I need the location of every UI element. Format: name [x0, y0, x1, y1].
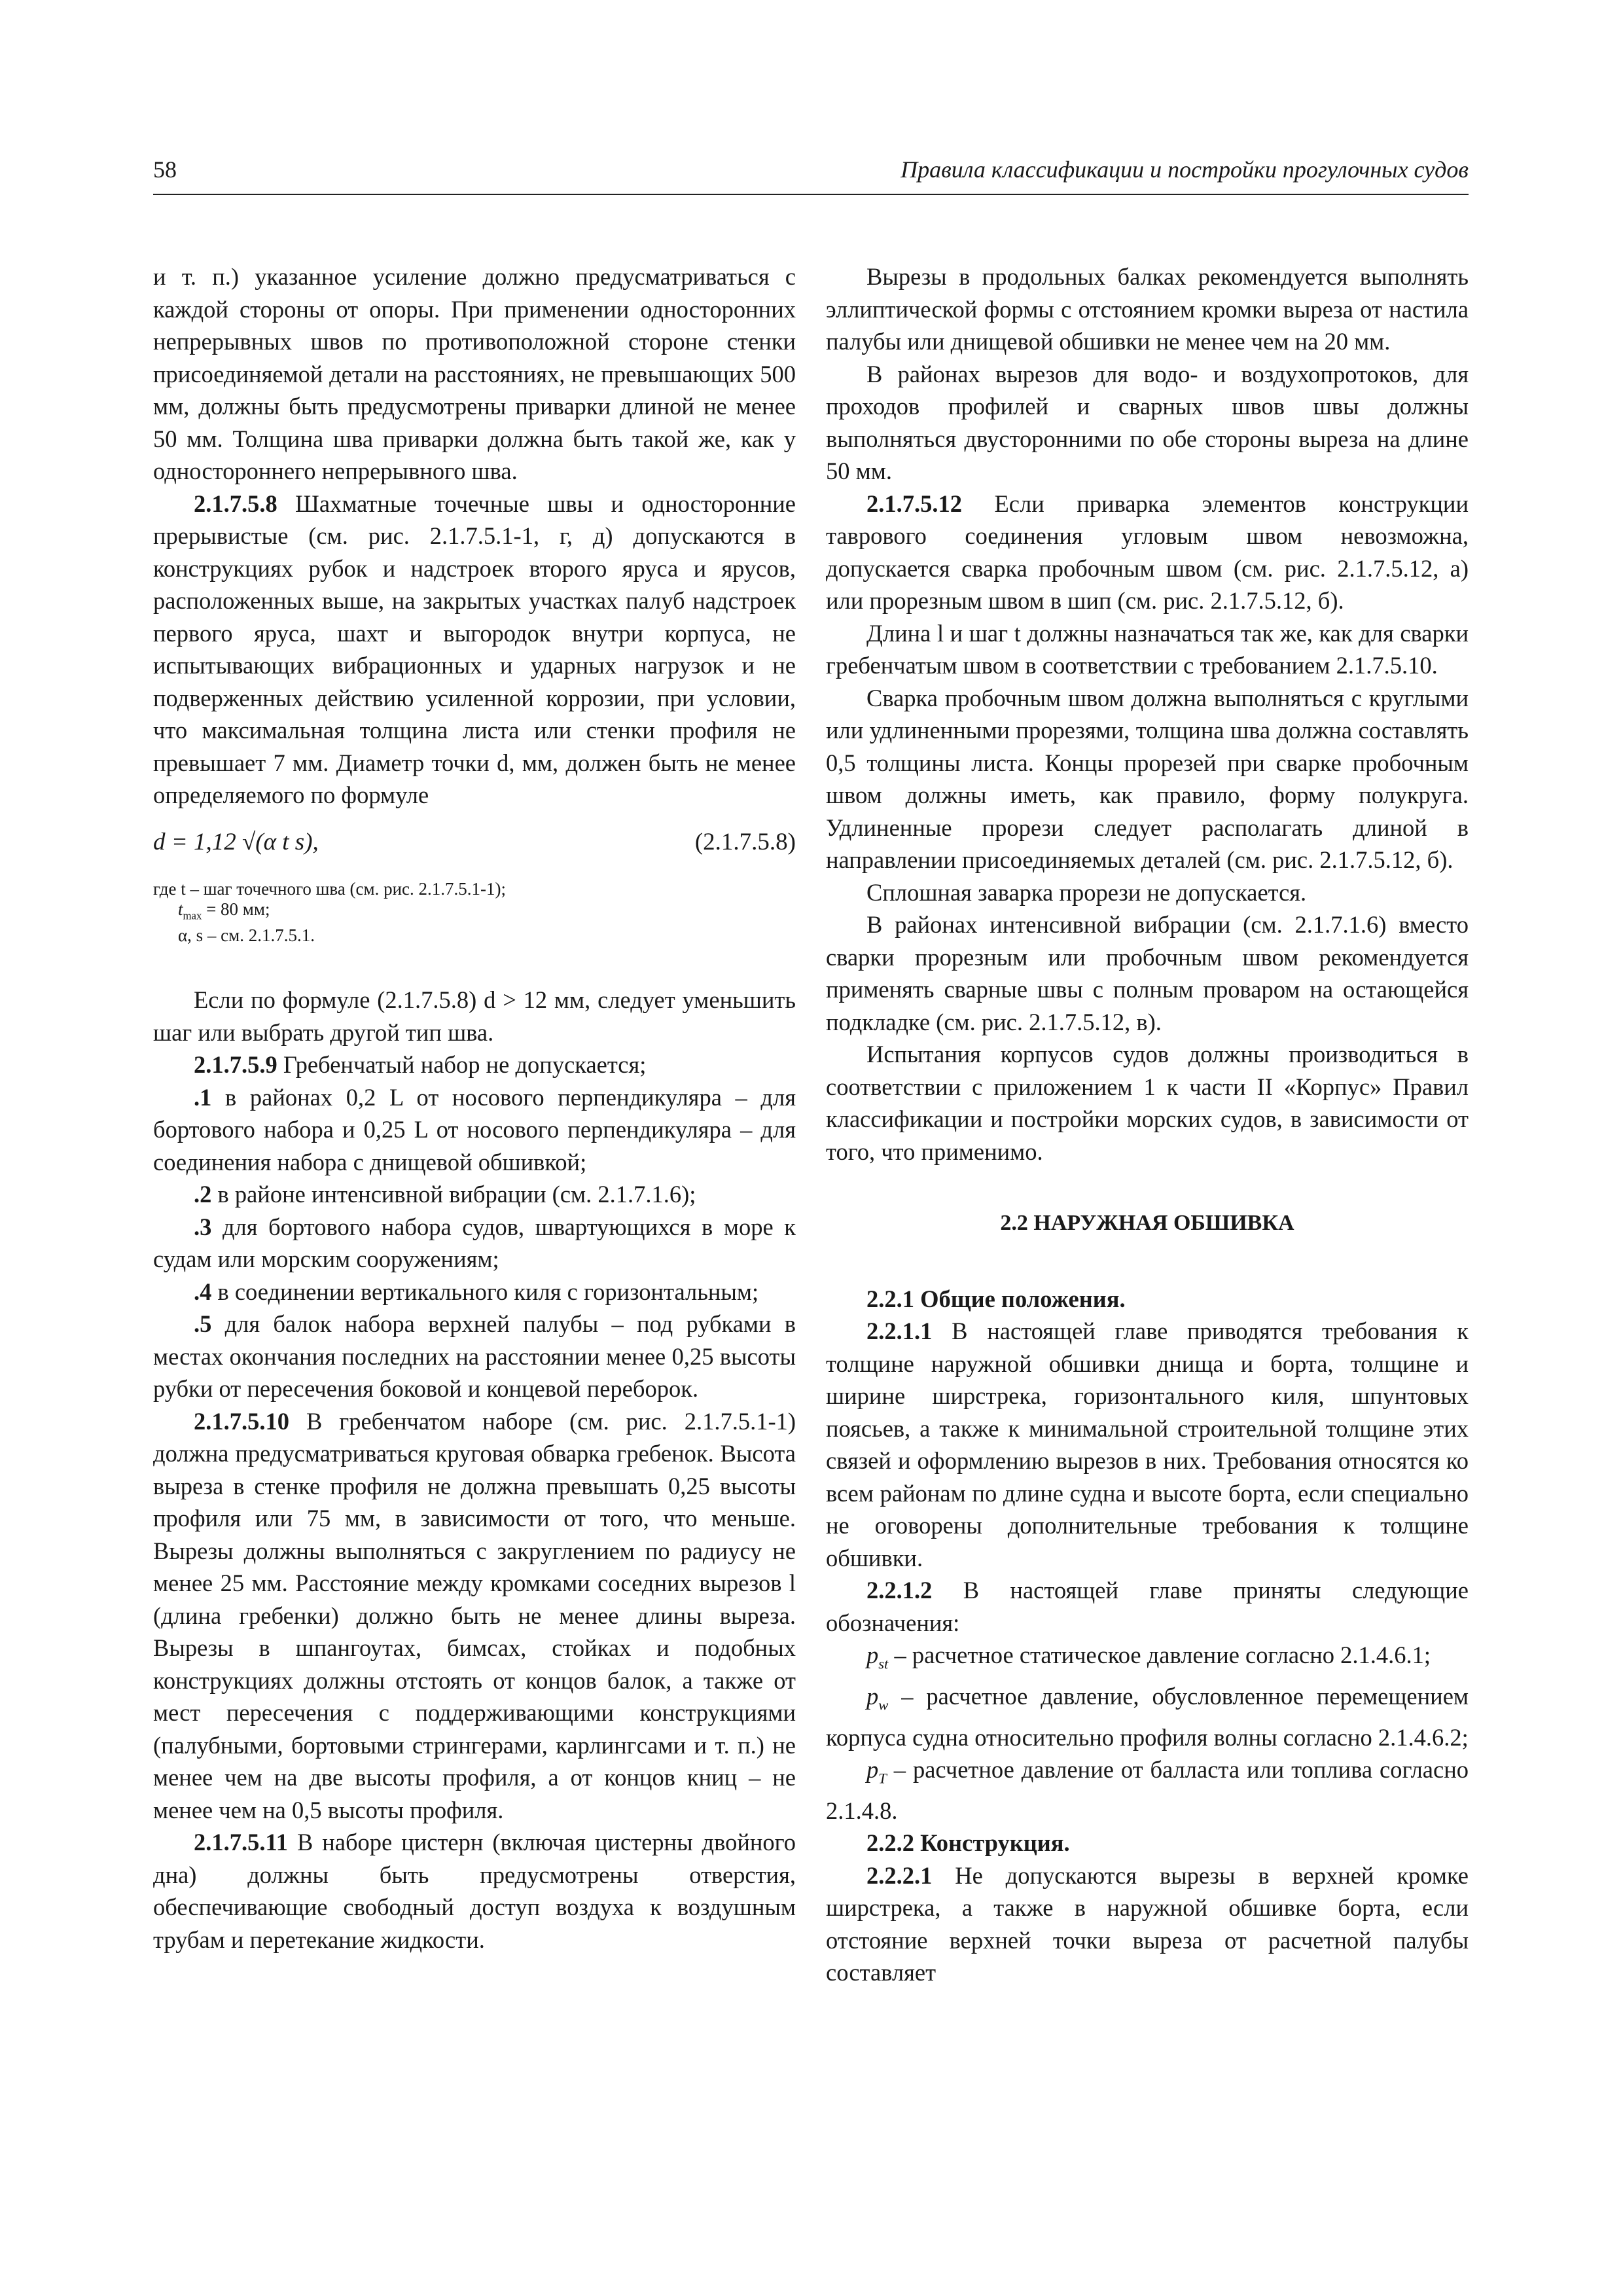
subsection-heading: 2.2.1 Общие положения. [866, 1285, 1126, 1312]
item-text: в соединении вертикального киля с горизонтальным; [211, 1278, 759, 1305]
list-item [153, 1308, 796, 1405]
item-number: .3 [194, 1213, 212, 1240]
section-number: 2.1.7.5.11 [194, 1829, 288, 1856]
subscript: st [878, 1655, 889, 1672]
list-item [153, 1178, 796, 1211]
subscript: T [878, 1770, 887, 1787]
formula-legend [153, 879, 796, 946]
paragraph: Сварка пробочным швом должна выполняться с круглыми или удлиненными прорезями, толщина шва должна составлять 0,5 толщины листа. Концы прорезей при сварке пробочным швом должны иметь, как правило, форму полукруга. Удлиненные прорези следует располагать длиной в направлении присоединяемых деталей (см. рис. 2.1.7.5.12, б). [826, 684, 1469, 873]
section-2-2-1-1 [826, 1315, 1469, 1574]
section-text: Не допускаются вырезы в верхней кромке ширстрека, а также в наружной обшивке борта, если отстояние верхней точки выреза от расчетной палубы составляет [826, 1861, 1469, 1986]
section-text: Гребенчатый набор не допускается; [277, 1051, 647, 1079]
section-text: Шахматные точечные швы и односторонние прерывистые (см. рис. 2.1.7.5.1-1, г, д) допускаются в конструкциях рубок и надстроек второго яруса и ярусов, расположенных выше, на закрытых участках палуб надстроек первого яруса, шахт и выгородок внутри корпуса, не испытывающих вибрационных и ударных нагрузок и не подверженных действию усиленной коррозии, при условии, что максимальная толщина листа или стенки профиля не превышает 7 мм. Диаметр точки d, мм, должен быть не менее определяемого по формуле [153, 490, 796, 808]
item-number: .2 [194, 1181, 212, 1208]
page-number: 58 [153, 156, 177, 183]
definition-pw [826, 1680, 1469, 1753]
section-2-1-7-5-9 [153, 1049, 796, 1081]
symbol: p [866, 1756, 879, 1784]
formula-number: (2.1.7.5.8) [694, 828, 796, 855]
symbol: p [866, 1682, 879, 1710]
list-item [153, 1276, 796, 1308]
section-number: 2.1.7.5.12 [866, 490, 962, 517]
running-title: Правила классификации и постройки прогулочных судов [901, 156, 1469, 183]
section-text: В настоящей главе приводятся требования к толщине наружной обшивки днища и борта, толщине и ширине ширстрека, горизонтального киля, шпунтовых поясьев, а также к минимальной строительной толщине этих связей и оформлению вырезов в них. Требования относятся ко всем районам по длине судна и высоте борта, если специально не оговорены дополнительные требования к толщине обшивки. [826, 1318, 1469, 1571]
section-number: 2.2.1.2 [866, 1577, 933, 1604]
section-text: В гребенчатом наборе (см. рис. 2.1.7.5.1-1) должна предусматриваться круговая обварка гребенок. Высота выреза в стенке профиля не должна превышать 0,25 высоты профиля или 75 мм, в зависимости от того, что меньше. Вырезы должны выполняться с закруглением по радиусу не менее 25 мм. Расстояние между кромками соседних вырезов l (длина гребенки) должно быть не менее длины выреза. Вырезы в шпангоутах, бимсах, стойках и подобных конструкциях должны отстоять от концов балок, а также от мест пересечения с поддерживающими конструкциями (палубными, бортовыми стрингерами, карлингсами и т. п.) не менее чем на две высоты профиля, а от концов книц – не менее чем на 0,5 высоты профиля. [153, 1407, 796, 1823]
section-2-1-7-5-8 [153, 488, 796, 812]
item-number: .1 [194, 1083, 212, 1111]
symbol: p [866, 1641, 879, 1668]
paragraph: Если по формуле (2.1.7.5.8) d > 12 мм, следует уменьшить шаг или выбрать другой тип шва. [153, 986, 796, 1046]
paragraph: В районах вырезов для водо- и воздухопротоков, для проходов профилей и сварных швов швы должны выполняться двусторонними по обе стороны выреза на длине 50 мм. [826, 360, 1469, 484]
item-text: для балок набора верхней палубы – под рубками в местах окончания последних на расстоянии менее 0,25 высоты рубки от пересечения боковой и концевой переборок. [153, 1310, 796, 1403]
section-heading: 2.2 НАРУЖНАЯ ОБШИВКА [1000, 1211, 1294, 1235]
paragraph: Испытания корпусов судов должны производиться в соответствии с приложением 1 к части II «Корпус» Правил классификации и постройки морских судов, в зависимости от того, что применимо. [826, 1041, 1469, 1165]
left-column [153, 260, 796, 1956]
definition-text: – расчетное давление, обусловленное перемещением корпуса судна относительно профиля волны согласно 2.1.4.6.2; [826, 1682, 1469, 1751]
paragraph: и т. п.) указанное усиление должно предусматриваться с каждой стороны от опоры. При применении односторонних непрерывных швов по противоположной стороне стенки присоединяемой детали на расстояниях, не превышающих 500 мм, должны быть предусмотрены приварки длиной не менее 50 мм. Толщина шва приварки должна быть такой же, как у одностороннего непрерывного шва. [153, 263, 796, 484]
subsection-heading: 2.2.2 Конструкция. [866, 1829, 1070, 1857]
section-text: Если приварка элементов конструкции таврового соединения угловым швом невозможна, допускается сварка пробочным швом (см. рис. 2.1.7.5.12, а) или прорезным швом в шип (см. рис. 2.1.7.5.12, б). [826, 490, 1469, 614]
section-number: 2.2.1.1 [866, 1318, 933, 1344]
section-text: В настоящей главе приняты следующие обозначения: [826, 1577, 1469, 1636]
section-number: 2.2.2.1 [866, 1861, 933, 1889]
formula-expression: d = 1,12 √(α t s), [153, 828, 319, 855]
section-2-2-1-2 [826, 1574, 1469, 1639]
definition-text: – расчетное давление от балласта или топлива согласно 2.1.4.8. [826, 1756, 1469, 1824]
list-item [153, 1081, 796, 1179]
section-2-1-7-5-11 [153, 1826, 796, 1956]
formula [153, 826, 796, 859]
legend-text: = 80 мм; [202, 899, 270, 919]
section-2-2-2-1 [826, 1859, 1469, 1989]
subscript: w [878, 1696, 889, 1713]
section-number: 2.1.7.5.9 [194, 1051, 277, 1079]
right-column [826, 260, 1469, 1989]
legend-line [153, 899, 796, 925]
subscript: max [183, 909, 202, 922]
section-2-1-7-5-10 [153, 1405, 796, 1827]
item-text: для бортового набора судов, швартующихся в море к судам или морским сооружениям; [153, 1213, 796, 1273]
item-text: в районе интенсивной вибрации (см. 2.1.7.1.6); [211, 1181, 696, 1208]
section-2-1-7-5-12 [826, 488, 1469, 617]
legend-line: α, s – см. 2.1.7.5.1. [178, 925, 315, 946]
paragraph: Сплошная заварка прорези не допускается. [866, 878, 1307, 906]
item-number: .4 [194, 1278, 212, 1305]
section-number: 2.1.7.5.10 [194, 1407, 289, 1435]
item-number: .5 [194, 1310, 212, 1338]
definition-pst [826, 1639, 1469, 1680]
definition-pt [826, 1753, 1469, 1827]
paragraph: В районах интенсивной вибрации (см. 2.1.7.1.6) вместо сварки прорезным или пробочным швом рекомендуется применять сварные швы с полным проваром на остающейся подкладке (см. рис. 2.1.7.5.12, в). [826, 911, 1469, 1035]
paragraph: Вырезы в продольных балках рекомендуется выполнять эллиптической формы с отстоянием кромки выреза от настила палубы или днищевой обшивки не менее чем на 20 мм. [826, 263, 1469, 355]
definition-text: – расчетное статическое давление согласно 2.1.4.6.1; [888, 1641, 1431, 1668]
list-item [153, 1211, 796, 1276]
symbol: t [178, 899, 183, 919]
header-rule [153, 194, 1469, 195]
legend-line: где t – шаг точечного шва (см. рис. 2.1.7.5.1-1); [153, 879, 507, 899]
section-text: В наборе цистерн (включая цистерны двойного дна) должны быть предусмотрены отверстия, обеспечивающие свободный доступ воздуха к воздушным трубам и перетекание жидкости. [153, 1829, 796, 1953]
section-number: 2.1.7.5.8 [194, 490, 277, 517]
paragraph: Длина l и шаг t должны назначаться так же, как для сварки гребенчатым швом в соответствии с требованием 2.1.7.5.10. [826, 619, 1469, 679]
item-text: в районах 0,2 L от носового перпендикуляра – для бортового набора и 0,25 L от носового перпендикуляра – для соединения набора с днищевой обшивкой; [153, 1083, 796, 1175]
